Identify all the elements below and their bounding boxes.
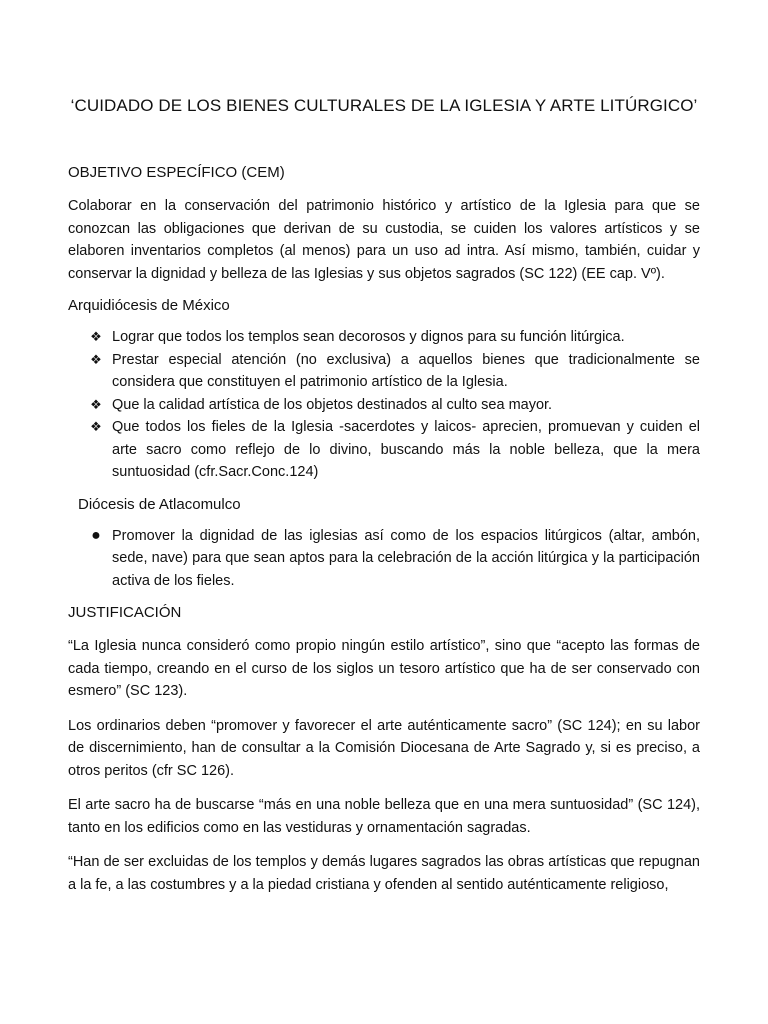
archdiocese-heading: Arquidiócesis de México — [68, 297, 230, 314]
dot-bullet-icon: ● — [91, 526, 101, 544]
justification-paragraph: “La Iglesia nunca consideró como propio ningún estilo artístico”, sino que “acepto las formas de cada tiempo, creando en el curso de los siglos un tesoro artístico que ha de ser conservado con esmero” (SC 123). — [68, 638, 700, 699]
diamond-bullet-icon: ❖ — [90, 396, 102, 412]
list-item — [68, 394, 700, 417]
list-item-text: Que todos los fieles de la Iglesia -sacerdotes y laicos- aprecien, promuevan y cuiden el arte sacro como reflejo de lo divino, buscando más la noble belleza, que la mera suntuosidad (cfr.Sacr.Conc.124) — [112, 419, 700, 480]
objective-paragraph: Colaborar en la conservación del patrimonio histórico y artístico de la Iglesia para que se conozcan las obligaciones que derivan de su custodia, se cuiden los valores artísticos y se elaboren inventarios completos (al menos) para un uso ad intra. Así mismo, también, cuidar y conservar la dignidad y belleza de las Iglesias y sus objetos sagrados (SC 122) (EE cap. Vº). — [68, 198, 700, 282]
document-title: ‘CUIDADO DE LOS BIENES CULTURALES DE LA IGLESIA Y ARTE LITÚRGICO’ — [70, 96, 698, 115]
archdiocese-list — [68, 326, 700, 484]
objective-heading: OBJETIVO ESPECÍFICO (CEM) — [68, 164, 285, 181]
list-item-text: Prestar especial atención (no exclusiva) a aquellos bienes que tradicionalmente se considera que constituyen el patrimonio artístico de la Iglesia. — [112, 351, 700, 390]
justification-paragraph: El arte sacro ha de buscarse “más en una noble belleza que en una mera suntuosidad” (SC 124), tanto en los edificios como en las vestiduras y ornamentación sagradas. — [68, 797, 700, 836]
justification-paragraph: Los ordinarios deben “promover y favorecer el arte auténticamente sacro” (SC 124); en su labor de discernimiento, han de consultar a la Comisión Diocesana de Arte Sagrado y, si es preciso, a otros peritos (cfr SC 126). — [68, 717, 700, 779]
list-item-text: Que la calidad artística de los objetos destinados al culto sea mayor. — [112, 396, 553, 413]
list-item — [68, 525, 700, 593]
diocese-heading: Diócesis de Atlacomulco — [78, 495, 241, 513]
diamond-bullet-icon: ❖ — [90, 329, 102, 344]
diamond-bullet-icon: ❖ — [90, 419, 102, 434]
list-item-text: Promover la dignidad de las iglesias así como de los espacios litúrgicos (altar, ambón, sede, nave) para que sean aptos para la celebración de la acción litúrgica y la participación activa de los fieles. — [112, 527, 700, 589]
diamond-bullet-icon: ❖ — [90, 351, 102, 367]
justification-paragraph: “Han de ser excluidas de los templos y demás lugares sagrados las obras artísticas que repugnan a la fe, a las costumbres y a la piedad cristiana y ofenden al sentido auténticamente religioso, — [68, 854, 700, 893]
list-item — [68, 416, 700, 484]
list-item-text: Lograr que todos los templos sean decorosos y dignos para su función litúrgica. — [112, 329, 625, 345]
justification-heading: JUSTIFICACIÓN — [68, 604, 182, 621]
list-item — [68, 326, 700, 349]
diocese-list — [68, 525, 700, 593]
list-item — [68, 349, 700, 394]
